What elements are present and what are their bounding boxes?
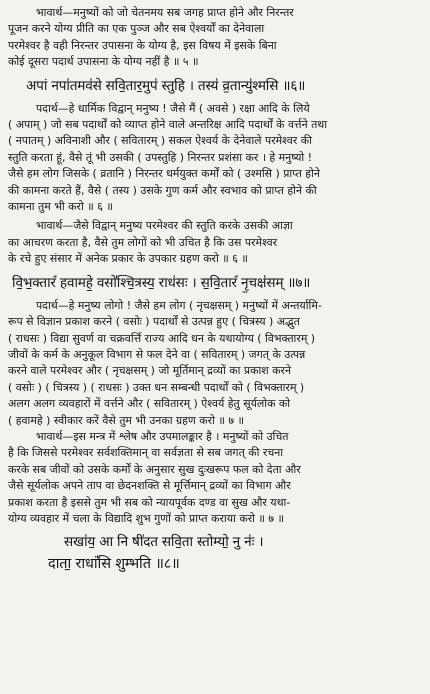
text-line: भावार्थ—इस मन्त्र में श्लेष और उपमालङ्कार है । मनुष्यों को उचित xyxy=(36,429,289,443)
text-line: जैसे सूर्यलोक अपने ताप वा छेदनशक्ति से मूर्त्तिमान् द्रव्यों का विभाग और xyxy=(8,479,291,493)
text-line: कोई दूसरा पदार्थ उपासना के योग्य नहीं है ॥ ५ ॥ xyxy=(8,55,199,69)
text-line: जीवों के कर्म के अनुकूल विभाग से फल देने वा ( सवितारम् ) जगत् के उत्पन्न xyxy=(8,347,306,361)
text-line: है कि जिससे परमेश्वर सर्वशक्तिमान् वा सर्वज्ञता से सब जगत् की रचना xyxy=(8,446,284,460)
text-line: भावार्थ—जैसे विद्वान् मनुष्य परमेश्वर की स्तुति करके उसकी आज्ञा xyxy=(36,219,293,233)
text-line: पदार्थ—हे मनुष्य लोगो ! जैसे हम लोग ( नृचक्षसम् ) मनुष्यों में अन्तर्यामि- xyxy=(36,298,322,312)
padarth-6 xyxy=(8,101,424,216)
mantra-8-line-1: सखा॑य॒ आ नि षी॑दत सवि॒ता स्तोम्यो॒ नु नः॑ । xyxy=(64,534,264,551)
text-line: ( राधसः ) विद्या सुवर्ण वा चक्रवर्त्ति राज्य आदि धन के यथायोग्य ( विभक्तारम् ) xyxy=(8,331,316,345)
text-line: प्रकाश करता है इससे तुम भी सब को न्यायपूर्वक दण्ड वा सुख और यथा- xyxy=(8,495,291,509)
text-line: करने वाले परमेश्वर और ( नृचक्षसम् ) जो मूर्तिमान् द्रव्यों का प्रकाश करने xyxy=(8,364,291,378)
text-line: अलग अलग व्यवहारों में वर्त्तने और ( सवितारम् ) ऐश्वर्य हेतु सूर्यलोक को xyxy=(8,397,291,411)
text-line: ( वसोः ) ( चित्रस्य ) ( राधसः ) उक्त धन सम्बन्धी पदार्थों को ( विभक्तारम् ) xyxy=(8,380,305,394)
padarth-7 xyxy=(8,298,424,429)
text-line: स्तुति करता हूं, वैसे तूं भी उसकी ( उपस्तुहि ) निरन्तर प्रशंसा कर । हे मनुष्यो ! xyxy=(8,150,313,164)
text-line: पदार्थ—हे धार्मिक विद्वान् मनुष्य ! जैसे मैं ( अवसे ) रक्षा आदि के लिये xyxy=(36,101,310,115)
mantra-7: वि॒भ॒क्तारं॑ हवामहे॒ वसो॑श्चि॒त्रस्य॒ राध॑सः । स॒वि॒तारं॑ नृ॒चक्ष॑सम् ॥७॥ xyxy=(12,274,311,291)
text-line: का आचरण करता है, वैसे तुम लोगों को भी उचित है कि उस परमेश्वर xyxy=(8,235,278,249)
text-line: जैसे हम लोग जिसके ( व्रतानि ) निरन्तर धर्मयुक्त कर्मों को ( उश्मसि ) प्राप्त होने xyxy=(8,167,320,181)
text-line: ( अपाम् ) जो सब पदार्थों को व्याप्त होने वाले अन्तरिक्ष आदि पदार्थों के वर्त्तने तथा xyxy=(8,118,328,132)
text-line: रूप से विज्ञान प्रकाश करने ( वसोः ) पदार्थों से उत्पन्न हुए ( चित्रस्य ) अद्भुत xyxy=(8,315,300,329)
bhavarth-5 xyxy=(8,5,424,71)
text-line: करके सब जीवों को उसके कर्मों के अनुसार सुख दुःखरूप फल को देता और xyxy=(8,462,301,476)
text-line: परमेश्वर है वही निरन्तर उपासना के योग्य है, इस विषय में इसके बिना xyxy=(8,38,277,52)
mantra-6: अपां नपा॑तमव॑से सवि॒तार॒मुप॑ स्तुहि । तस्य॑ व्र॒तान्यु॑श्मसि ॥६॥ xyxy=(26,77,306,94)
text-line: भावार्थ—मनुष्यों को जो चेतनमय सब जगह प्राप्त होने और निरन्तर xyxy=(36,6,294,19)
text-line: ( हवामहे ) स्वीकार करें वैसे तुम भी उनका ग्रहण करो ॥ ७ ॥ xyxy=(8,413,244,427)
text-line: पूजन करने योग्य प्रीति का एक पुञ्ज और सब ऐश्वर्यों का देनेवाला xyxy=(8,22,265,36)
text-line: कामना तुम भी करो ॥ ६ ॥ xyxy=(8,200,113,214)
text-line: की कामना करते हैं, वैसे ( तस्य ) उसके गुण कर्म और स्वभाव को प्राप्त होने की xyxy=(8,183,317,197)
bhavarth-7 xyxy=(8,429,424,527)
text-line: योग्य व्यवहार में चला के विद्यादि शुभ गुणों को प्राप्त कराया करो ॥ ७ ॥ xyxy=(8,511,285,525)
text-line: के रचे हुए संसार में अनेक प्रकार के उपकार ग्रहण करो ॥ ६ ॥ xyxy=(8,252,248,266)
text-line: ( नपातम् ) अविनाशी और ( सवितारम् ) सकल ऐश्वर्य के देनेवाले परमेश्वर की xyxy=(8,134,312,148)
mantra-8-line-2: दाता॒ राधां॑सि शुम्भति ॥८॥ xyxy=(48,556,180,573)
bhavarth-6 xyxy=(8,218,424,267)
